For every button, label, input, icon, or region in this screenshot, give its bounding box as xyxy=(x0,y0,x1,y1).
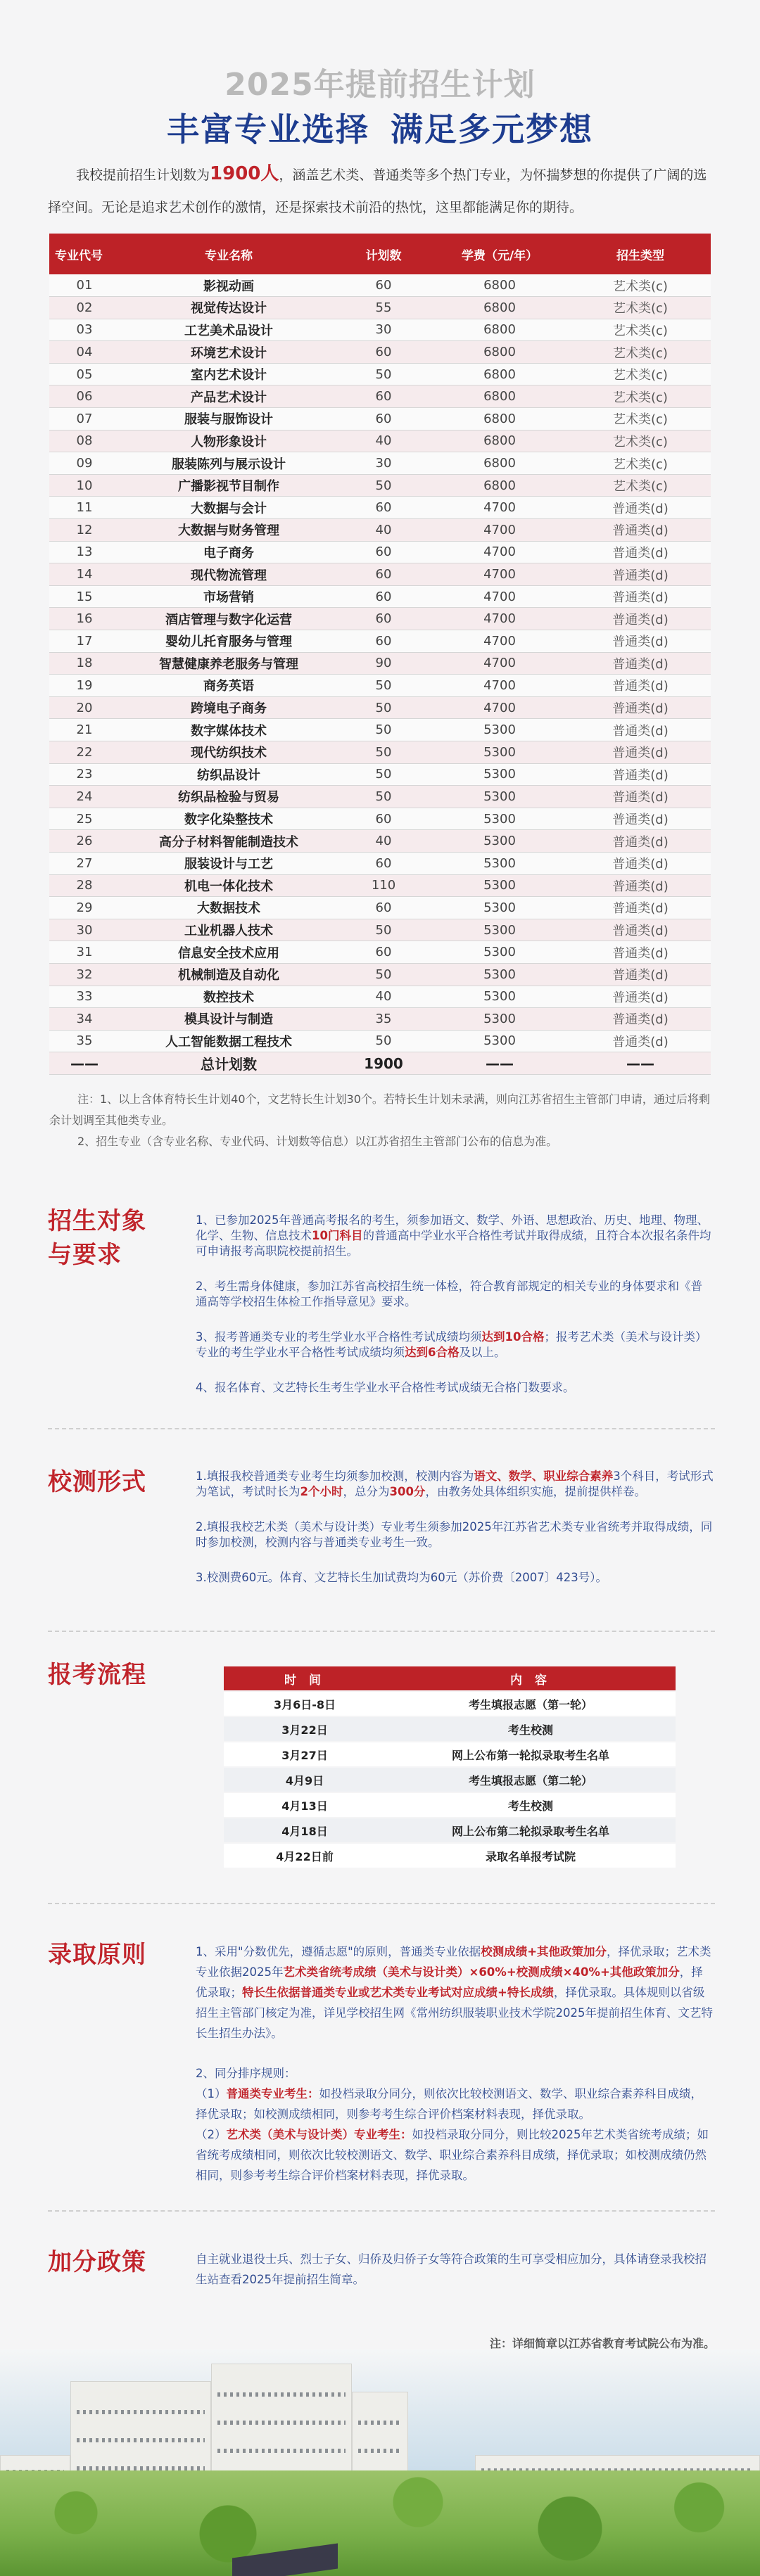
major-code: 22 xyxy=(49,741,120,763)
process-title: 报考流程 xyxy=(48,1661,146,1689)
test-format-item-1: 1.填报我校普通类专业考生均须参加校测，校测内容为语文、数学、职业综合素养3个科目，考试形式为笔试，考试时长为2个小时，总分为300分，由教务处具体组织实施，提前提供样卷。 xyxy=(196,1469,714,1498)
major-fee: 5300 xyxy=(429,963,570,986)
process-time: 4月18日 xyxy=(281,1824,328,1838)
col-type: 招生类型 xyxy=(616,248,664,263)
admission-body xyxy=(196,1941,714,2186)
major-name: 服装陈列与展示设计 xyxy=(120,452,338,475)
page-title: 2025年提前招生计划 xyxy=(224,67,536,103)
test-format-item-3: 3.校测费60元。体育、文艺特长生加试费均为60元（苏价费〔2007〕423号）。 xyxy=(196,1571,607,1584)
major-row xyxy=(49,741,711,763)
major-type: 艺术类(c) xyxy=(570,341,711,364)
col-plan: 计划数 xyxy=(365,248,402,263)
major-fee: 4700 xyxy=(429,585,570,608)
total-code: —— xyxy=(49,1052,120,1075)
bonus-title: 加分政策 xyxy=(48,2248,146,2276)
major-name: 数字媒体技术 xyxy=(120,719,338,741)
major-row xyxy=(49,363,711,385)
major-row xyxy=(49,874,711,897)
process-row xyxy=(224,1692,676,1716)
major-code: 12 xyxy=(49,519,120,542)
admission-title: 录取原则 xyxy=(48,1941,146,1969)
table-notes xyxy=(49,1089,711,1152)
process-content: 录取名单报考试院 xyxy=(485,1849,576,1863)
major-fee: 6800 xyxy=(429,430,570,452)
major-plan: 50 xyxy=(338,696,429,719)
major-type: 普通类(d) xyxy=(570,696,711,719)
major-total-row xyxy=(49,1052,711,1075)
major-plan: 40 xyxy=(338,830,429,853)
major-plan: 60 xyxy=(338,385,429,408)
major-type: 艺术类(c) xyxy=(570,430,711,452)
major-name: 工业机器人技术 xyxy=(120,919,338,941)
major-name: 室内艺术设计 xyxy=(120,363,338,385)
major-plan: 60 xyxy=(338,608,429,630)
campus-photo xyxy=(0,2349,760,2576)
test-format-title: 校测形式 xyxy=(48,1468,146,1496)
major-name: 模具设计与制造 xyxy=(120,1008,338,1031)
section-divider xyxy=(48,1903,715,1904)
major-type: 普通类(d) xyxy=(570,608,711,630)
major-type: 普通类(d) xyxy=(570,786,711,808)
major-code: 35 xyxy=(49,1030,120,1052)
major-code: 31 xyxy=(49,941,120,964)
process-content: 网上公布第一轮拟录取考生名单 xyxy=(451,1748,609,1762)
major-plan: 60 xyxy=(338,497,429,519)
major-plan: 60 xyxy=(338,808,429,830)
major-name: 现代纺织技术 xyxy=(120,741,338,763)
major-type: 普通类(d) xyxy=(570,585,711,608)
major-fee: 5300 xyxy=(429,852,570,874)
major-row xyxy=(49,274,711,297)
major-fee: 6800 xyxy=(429,274,570,297)
major-fee: 5300 xyxy=(429,830,570,853)
total-plan: 1900 xyxy=(338,1052,429,1075)
major-fee: 5300 xyxy=(429,941,570,964)
major-plan: 50 xyxy=(338,474,429,497)
process-time: 4月22日前 xyxy=(276,1849,334,1863)
major-plan: 55 xyxy=(338,297,429,319)
major-name: 市场营销 xyxy=(120,585,338,608)
major-name: 环境艺术设计 xyxy=(120,341,338,364)
major-code: 08 xyxy=(49,430,120,452)
major-type: 普通类(d) xyxy=(570,986,711,1008)
major-row xyxy=(49,430,711,452)
major-name: 现代物流管理 xyxy=(120,563,338,586)
major-name: 广播影视节目制作 xyxy=(120,474,338,497)
process-row xyxy=(224,1844,676,1868)
col-name: 专业名称 xyxy=(205,248,253,263)
eligibility-title: 招生对象 与要求 xyxy=(48,1207,146,1269)
major-code: 07 xyxy=(49,408,120,431)
major-row xyxy=(49,986,711,1008)
major-type: 普通类(d) xyxy=(570,897,711,919)
major-code: 11 xyxy=(49,497,120,519)
major-fee: 5300 xyxy=(429,741,570,763)
process-time: 3月27日 xyxy=(281,1748,328,1762)
major-row xyxy=(49,319,711,341)
major-row xyxy=(49,585,711,608)
section-divider xyxy=(48,2210,715,2212)
major-fee: 5300 xyxy=(429,808,570,830)
trees xyxy=(0,2470,760,2576)
major-type: 普通类(d) xyxy=(570,541,711,563)
major-code: 15 xyxy=(49,585,120,608)
major-row xyxy=(49,941,711,964)
major-type: 普通类(d) xyxy=(570,519,711,542)
major-type: 艺术类(c) xyxy=(570,474,711,497)
process-row xyxy=(224,1742,676,1766)
major-plan: 90 xyxy=(338,652,429,675)
process-time: 3月6日-8日 xyxy=(273,1697,336,1711)
major-type: 普通类(d) xyxy=(570,675,711,697)
process-content: 考生校测 xyxy=(507,1723,553,1737)
process-content: 考生填报志愿（第二轮） xyxy=(468,1773,593,1787)
major-type: 普通类(d) xyxy=(570,497,711,519)
major-code: 29 xyxy=(49,897,120,919)
major-fee: 5300 xyxy=(429,897,570,919)
major-plan: 50 xyxy=(338,919,429,941)
major-name: 大数据与财务管理 xyxy=(120,519,338,542)
major-fee: 5300 xyxy=(429,874,570,897)
process-row xyxy=(224,1818,676,1842)
test-format-body xyxy=(196,1469,714,1605)
major-code: 23 xyxy=(49,763,120,786)
major-plan: 60 xyxy=(338,585,429,608)
major-row xyxy=(49,719,711,741)
col-content: 内 容 xyxy=(510,1673,551,1688)
major-row xyxy=(49,408,711,431)
major-name: 智慧健康养老服务与管理 xyxy=(120,652,338,675)
major-type: 普通类(d) xyxy=(570,808,711,830)
major-name: 纺织品设计 xyxy=(120,763,338,786)
major-plan: 50 xyxy=(338,963,429,986)
major-name: 婴幼儿托育服务与管理 xyxy=(120,630,338,653)
major-row xyxy=(49,763,711,786)
major-plan: 50 xyxy=(338,1030,429,1052)
major-plan: 40 xyxy=(338,519,429,542)
major-row xyxy=(49,963,711,986)
bonus-body xyxy=(196,2249,714,2309)
tie-rule-general: （1）普通类专业考生：如投档录取分同分，则依次比较校测语文、数学、职业综合素养科目成绩，择优录取；如校测成绩相同，则参考考生综合评价档案材料表现，择优录取。 xyxy=(196,2087,702,2121)
major-type: 艺术类(c) xyxy=(570,363,711,385)
majors-table-header xyxy=(49,234,711,274)
bonus-text: 自主就业退役士兵、烈士子女、归侨及归侨子女等符合政策的生可享受相应加分，具体请登录我校招生站查看2025年提前招生简章。 xyxy=(196,2252,707,2286)
major-name: 产品艺术设计 xyxy=(120,385,338,408)
major-row xyxy=(49,852,711,874)
major-type: 普通类(d) xyxy=(570,874,711,897)
major-plan: 50 xyxy=(338,719,429,741)
major-row xyxy=(49,497,711,519)
major-row xyxy=(49,1030,711,1052)
process-time: 4月13日 xyxy=(281,1799,328,1813)
major-row xyxy=(49,652,711,675)
major-type: 艺术类(c) xyxy=(570,319,711,341)
major-row xyxy=(49,385,711,408)
major-fee: 4700 xyxy=(429,675,570,697)
major-row xyxy=(49,786,711,808)
process-table xyxy=(224,1665,676,1869)
major-code: 17 xyxy=(49,630,120,653)
major-row xyxy=(49,897,711,919)
total-name: 总计划数 xyxy=(120,1052,338,1075)
major-row xyxy=(49,630,711,653)
major-row xyxy=(49,675,711,697)
major-type: 普通类(d) xyxy=(570,852,711,874)
major-fee: 4700 xyxy=(429,630,570,653)
major-name: 酒店管理与数字化运营 xyxy=(120,608,338,630)
major-name: 商务英语 xyxy=(120,675,338,697)
major-type: 普通类(d) xyxy=(570,741,711,763)
major-code: 26 xyxy=(49,830,120,853)
major-fee: 6800 xyxy=(429,452,570,475)
eligibility-body xyxy=(196,1213,714,1415)
major-fee: 4700 xyxy=(429,519,570,542)
major-code: 20 xyxy=(49,696,120,719)
major-name: 工艺美术品设计 xyxy=(120,319,338,341)
major-code: 18 xyxy=(49,652,120,675)
admission-item-2: 2、同分排序规则： （1）普通类专业考生：如投档录取分同分，则依次比较校测语文、数学、职业综合素养科目成绩，择优录取；如校测成绩相同，则参考考生综合评价档案材料表现，择优录取。 （2）艺术类（美术与设计类）专业考生：如投档录取分同分，则比较2025年艺术类省统考成绩；如省统考成绩相同，则依次比较校测语文、数学、职业综合素养科目成绩，择优录取；如校测成绩仍然相同，则参考考生综合评价档案材料表现，择优录取。 xyxy=(196,2063,714,2186)
tie-rule-art: （2）艺术类（美术与设计类）专业考生：如投档录取分同分，则比较2025年艺术类省统考成绩；如省统考成绩相同，则依次比较校测语文、数学、职业综合素养科目成绩，择优录取；如校测成绩仍然相同，则参考考生综合评价档案材料表现，择优录取。 xyxy=(196,2128,709,2182)
process-content: 考生填报志愿（第一轮） xyxy=(468,1697,593,1711)
total-plan-highlight: 1900人 xyxy=(210,163,279,184)
total-fee: —— xyxy=(429,1052,570,1075)
major-code: 13 xyxy=(49,541,120,563)
major-code: 16 xyxy=(49,608,120,630)
process-row xyxy=(224,1717,676,1741)
major-row xyxy=(49,563,711,586)
major-plan: 30 xyxy=(338,319,429,341)
major-code: 05 xyxy=(49,363,120,385)
major-type: 普通类(d) xyxy=(570,830,711,853)
major-row xyxy=(49,808,711,830)
process-time: 3月22日 xyxy=(281,1723,328,1737)
major-name: 人工智能数据工程技术 xyxy=(120,1030,338,1052)
major-fee: 6800 xyxy=(429,474,570,497)
major-plan: 60 xyxy=(338,541,429,563)
major-fee: 5300 xyxy=(429,719,570,741)
major-row xyxy=(49,519,711,542)
eligibility-item-1: 1、已参加2025年普通高考报名的考生，须参加语文、数学、外语、思想政治、历史、地理、物理、化学、生物、信息技术10门科目的普通高中学业水平合格性考试并取得成绩，且符合本次报名条件均可申请报考高职院校提前招生。 xyxy=(196,1213,711,1258)
major-code: 34 xyxy=(49,1008,120,1031)
process-time: 4月9日 xyxy=(285,1773,324,1787)
major-fee: 4700 xyxy=(429,696,570,719)
major-plan: 60 xyxy=(338,563,429,586)
major-fee: 5300 xyxy=(429,986,570,1008)
major-type: 艺术类(c) xyxy=(570,385,711,408)
major-code: 04 xyxy=(49,341,120,364)
major-code: 33 xyxy=(49,986,120,1008)
page-subtitle xyxy=(0,104,760,151)
major-name: 纺织品检验与贸易 xyxy=(120,786,338,808)
major-row xyxy=(49,297,711,319)
intro-paragraph: 我校提前招生计划数为1900人，涵盖艺术类、普通类等多个热门专业，为怀揣梦想的你提供了广阔的选择空间。无论是追求艺术创作的激情，还是探索技术前沿的热忱，这里都能满足你的期待。 xyxy=(48,163,707,215)
major-name: 机械制造及自动化 xyxy=(120,963,338,986)
admission-item-1: 1、采用"分数优先，遵循志愿"的原则，普通类专业依据校测成绩+其他政策加分，择优录取；艺术类专业依据2025年艺术类省统考成绩（美术与设计类）×60%+校测成绩×40%+其他政策加分，择优录取；特长生依据普通类专业或艺术类专业考试对应成绩+特长成绩，择优录取。具体规则以省级招生主管部门核定为准，详见学校招生网《常州纺织服装职业技术学院2025年提前招生体育、文艺特长生招生办法》。 xyxy=(196,1945,713,2040)
major-fee: 6800 xyxy=(429,408,570,431)
major-code: 21 xyxy=(49,719,120,741)
col-fee: 学费（元/年） xyxy=(461,248,538,263)
major-type: 普通类(d) xyxy=(570,1008,711,1031)
major-plan: 50 xyxy=(338,363,429,385)
major-code: 01 xyxy=(49,274,120,297)
major-fee: 5300 xyxy=(429,1030,570,1052)
major-code: 02 xyxy=(49,297,120,319)
major-plan: 50 xyxy=(338,786,429,808)
major-code: 27 xyxy=(49,852,120,874)
major-code: 19 xyxy=(49,675,120,697)
major-name: 信息安全技术应用 xyxy=(120,941,338,964)
major-fee: 6800 xyxy=(429,363,570,385)
major-name: 电子商务 xyxy=(120,541,338,563)
major-type: 普通类(d) xyxy=(570,941,711,964)
major-fee: 4700 xyxy=(429,541,570,563)
subtitle-right: 满足多元梦想 xyxy=(391,110,593,148)
major-row xyxy=(49,341,711,364)
major-row xyxy=(49,452,711,475)
process-row xyxy=(224,1768,676,1792)
major-fee: 5300 xyxy=(429,763,570,786)
major-name: 影视动画 xyxy=(120,274,338,297)
col-code: 专业代号 xyxy=(55,248,103,263)
major-name: 服装与服饰设计 xyxy=(120,408,338,431)
major-row xyxy=(49,541,711,563)
major-fee: 4700 xyxy=(429,608,570,630)
major-row xyxy=(49,696,711,719)
major-type: 艺术类(c) xyxy=(570,452,711,475)
major-fee: 6800 xyxy=(429,341,570,364)
major-type: 普通类(d) xyxy=(570,919,711,941)
major-row xyxy=(49,608,711,630)
major-plan: 60 xyxy=(338,941,429,964)
major-code: 25 xyxy=(49,808,120,830)
major-code: 14 xyxy=(49,563,120,586)
majors-table xyxy=(49,234,711,1075)
test-format-item-2: 2.填报我校艺术类（美术与设计类）专业考生须参加2025年江苏省艺术类专业省统考并取得成绩，同时参加校测，校测内容与普通类专业考生一致。 xyxy=(196,1520,713,1549)
major-fee: 6800 xyxy=(429,319,570,341)
major-plan: 60 xyxy=(338,408,429,431)
total-type: —— xyxy=(570,1052,711,1075)
major-type: 普通类(d) xyxy=(570,963,711,986)
process-table-header xyxy=(224,1666,676,1690)
major-name: 数控技术 xyxy=(120,986,338,1008)
major-plan: 60 xyxy=(338,274,429,297)
major-name: 跨境电子商务 xyxy=(120,696,338,719)
major-type: 普通类(d) xyxy=(570,630,711,653)
process-content: 考生校测 xyxy=(507,1799,553,1813)
major-plan: 50 xyxy=(338,763,429,786)
major-name: 服装设计与工艺 xyxy=(120,852,338,874)
major-row xyxy=(49,1008,711,1031)
major-name: 视觉传达设计 xyxy=(120,297,338,319)
eligibility-item-4: 4、报名体育、文艺特长生考生学业水平合格性考试成绩无合格门数要求。 xyxy=(196,1381,575,1394)
major-row xyxy=(49,830,711,853)
major-code: 09 xyxy=(49,452,120,475)
major-code: 24 xyxy=(49,786,120,808)
major-code: 28 xyxy=(49,874,120,897)
major-type: 艺术类(c) xyxy=(570,297,711,319)
process-content: 网上公布第二轮拟录取考生名单 xyxy=(451,1824,609,1838)
major-plan: 40 xyxy=(338,430,429,452)
major-plan: 50 xyxy=(338,675,429,697)
section-divider xyxy=(48,1428,715,1429)
major-plan: 110 xyxy=(338,874,429,897)
table-note-2: 2、招生专业（含专业名称、专业代码、计划数等信息）以江苏省招生主管部门公布的信息为准。 xyxy=(77,1135,558,1148)
major-plan: 60 xyxy=(338,852,429,874)
major-code: 32 xyxy=(49,963,120,986)
major-fee: 4700 xyxy=(429,497,570,519)
process-row xyxy=(224,1793,676,1817)
subtitle-left: 丰富专业选择 xyxy=(167,110,369,148)
major-code: 06 xyxy=(49,385,120,408)
major-fee: 6800 xyxy=(429,297,570,319)
table-note-1: 注：1、以上含体育特长生计划40个，文艺特长生计划30个。若特长生计划未录满，则向江苏省招生主管部门申请，通过后将剩余计划调至其他类专业。 xyxy=(49,1092,710,1127)
major-plan: 35 xyxy=(338,1008,429,1031)
major-name: 人物形象设计 xyxy=(120,430,338,452)
major-type: 普通类(d) xyxy=(570,1030,711,1052)
footer-note: 注：详细简章以江苏省教育考试院公布为准。 xyxy=(489,2337,715,2350)
major-code: 10 xyxy=(49,474,120,497)
major-fee: 4700 xyxy=(429,563,570,586)
major-plan: 60 xyxy=(338,897,429,919)
major-name: 机电一体化技术 xyxy=(120,874,338,897)
major-name: 高分子材料智能制造技术 xyxy=(120,830,338,853)
major-code: 03 xyxy=(49,319,120,341)
major-type: 艺术类(c) xyxy=(570,274,711,297)
major-fee: 5300 xyxy=(429,1008,570,1031)
major-code: 30 xyxy=(49,919,120,941)
eligibility-item-3: 3、报考普通类专业的考生学业水平合格性考试成绩均须达到10合格；报考艺术类（美术与设计类）专业的考生学业水平合格性考试成绩均须达到6合格及以上。 xyxy=(196,1330,707,1359)
major-type: 艺术类(c) xyxy=(570,408,711,431)
major-plan: 60 xyxy=(338,630,429,653)
major-type: 普通类(d) xyxy=(570,652,711,675)
major-plan: 30 xyxy=(338,452,429,475)
major-name: 大数据与会计 xyxy=(120,497,338,519)
major-plan: 60 xyxy=(338,341,429,364)
eligibility-item-2: 2、考生需身体健康，参加江苏省高校招生统一体检，符合教育部规定的相关专业的身体要求和《普通高等学校招生体检工作指导意见》要求。 xyxy=(196,1280,702,1308)
major-type: 普通类(d) xyxy=(570,563,711,586)
major-plan: 40 xyxy=(338,986,429,1008)
major-type: 普通类(d) xyxy=(570,719,711,741)
major-name: 数字化染整技术 xyxy=(120,808,338,830)
major-row xyxy=(49,474,711,497)
col-time: 时 间 xyxy=(284,1673,325,1688)
major-fee: 5300 xyxy=(429,919,570,941)
major-fee: 4700 xyxy=(429,652,570,675)
major-fee: 5300 xyxy=(429,786,570,808)
section-divider xyxy=(48,1631,715,1632)
major-type: 普通类(d) xyxy=(570,763,711,786)
major-row xyxy=(49,919,711,941)
major-name: 大数据技术 xyxy=(120,897,338,919)
major-plan: 50 xyxy=(338,741,429,763)
major-fee: 6800 xyxy=(429,385,570,408)
